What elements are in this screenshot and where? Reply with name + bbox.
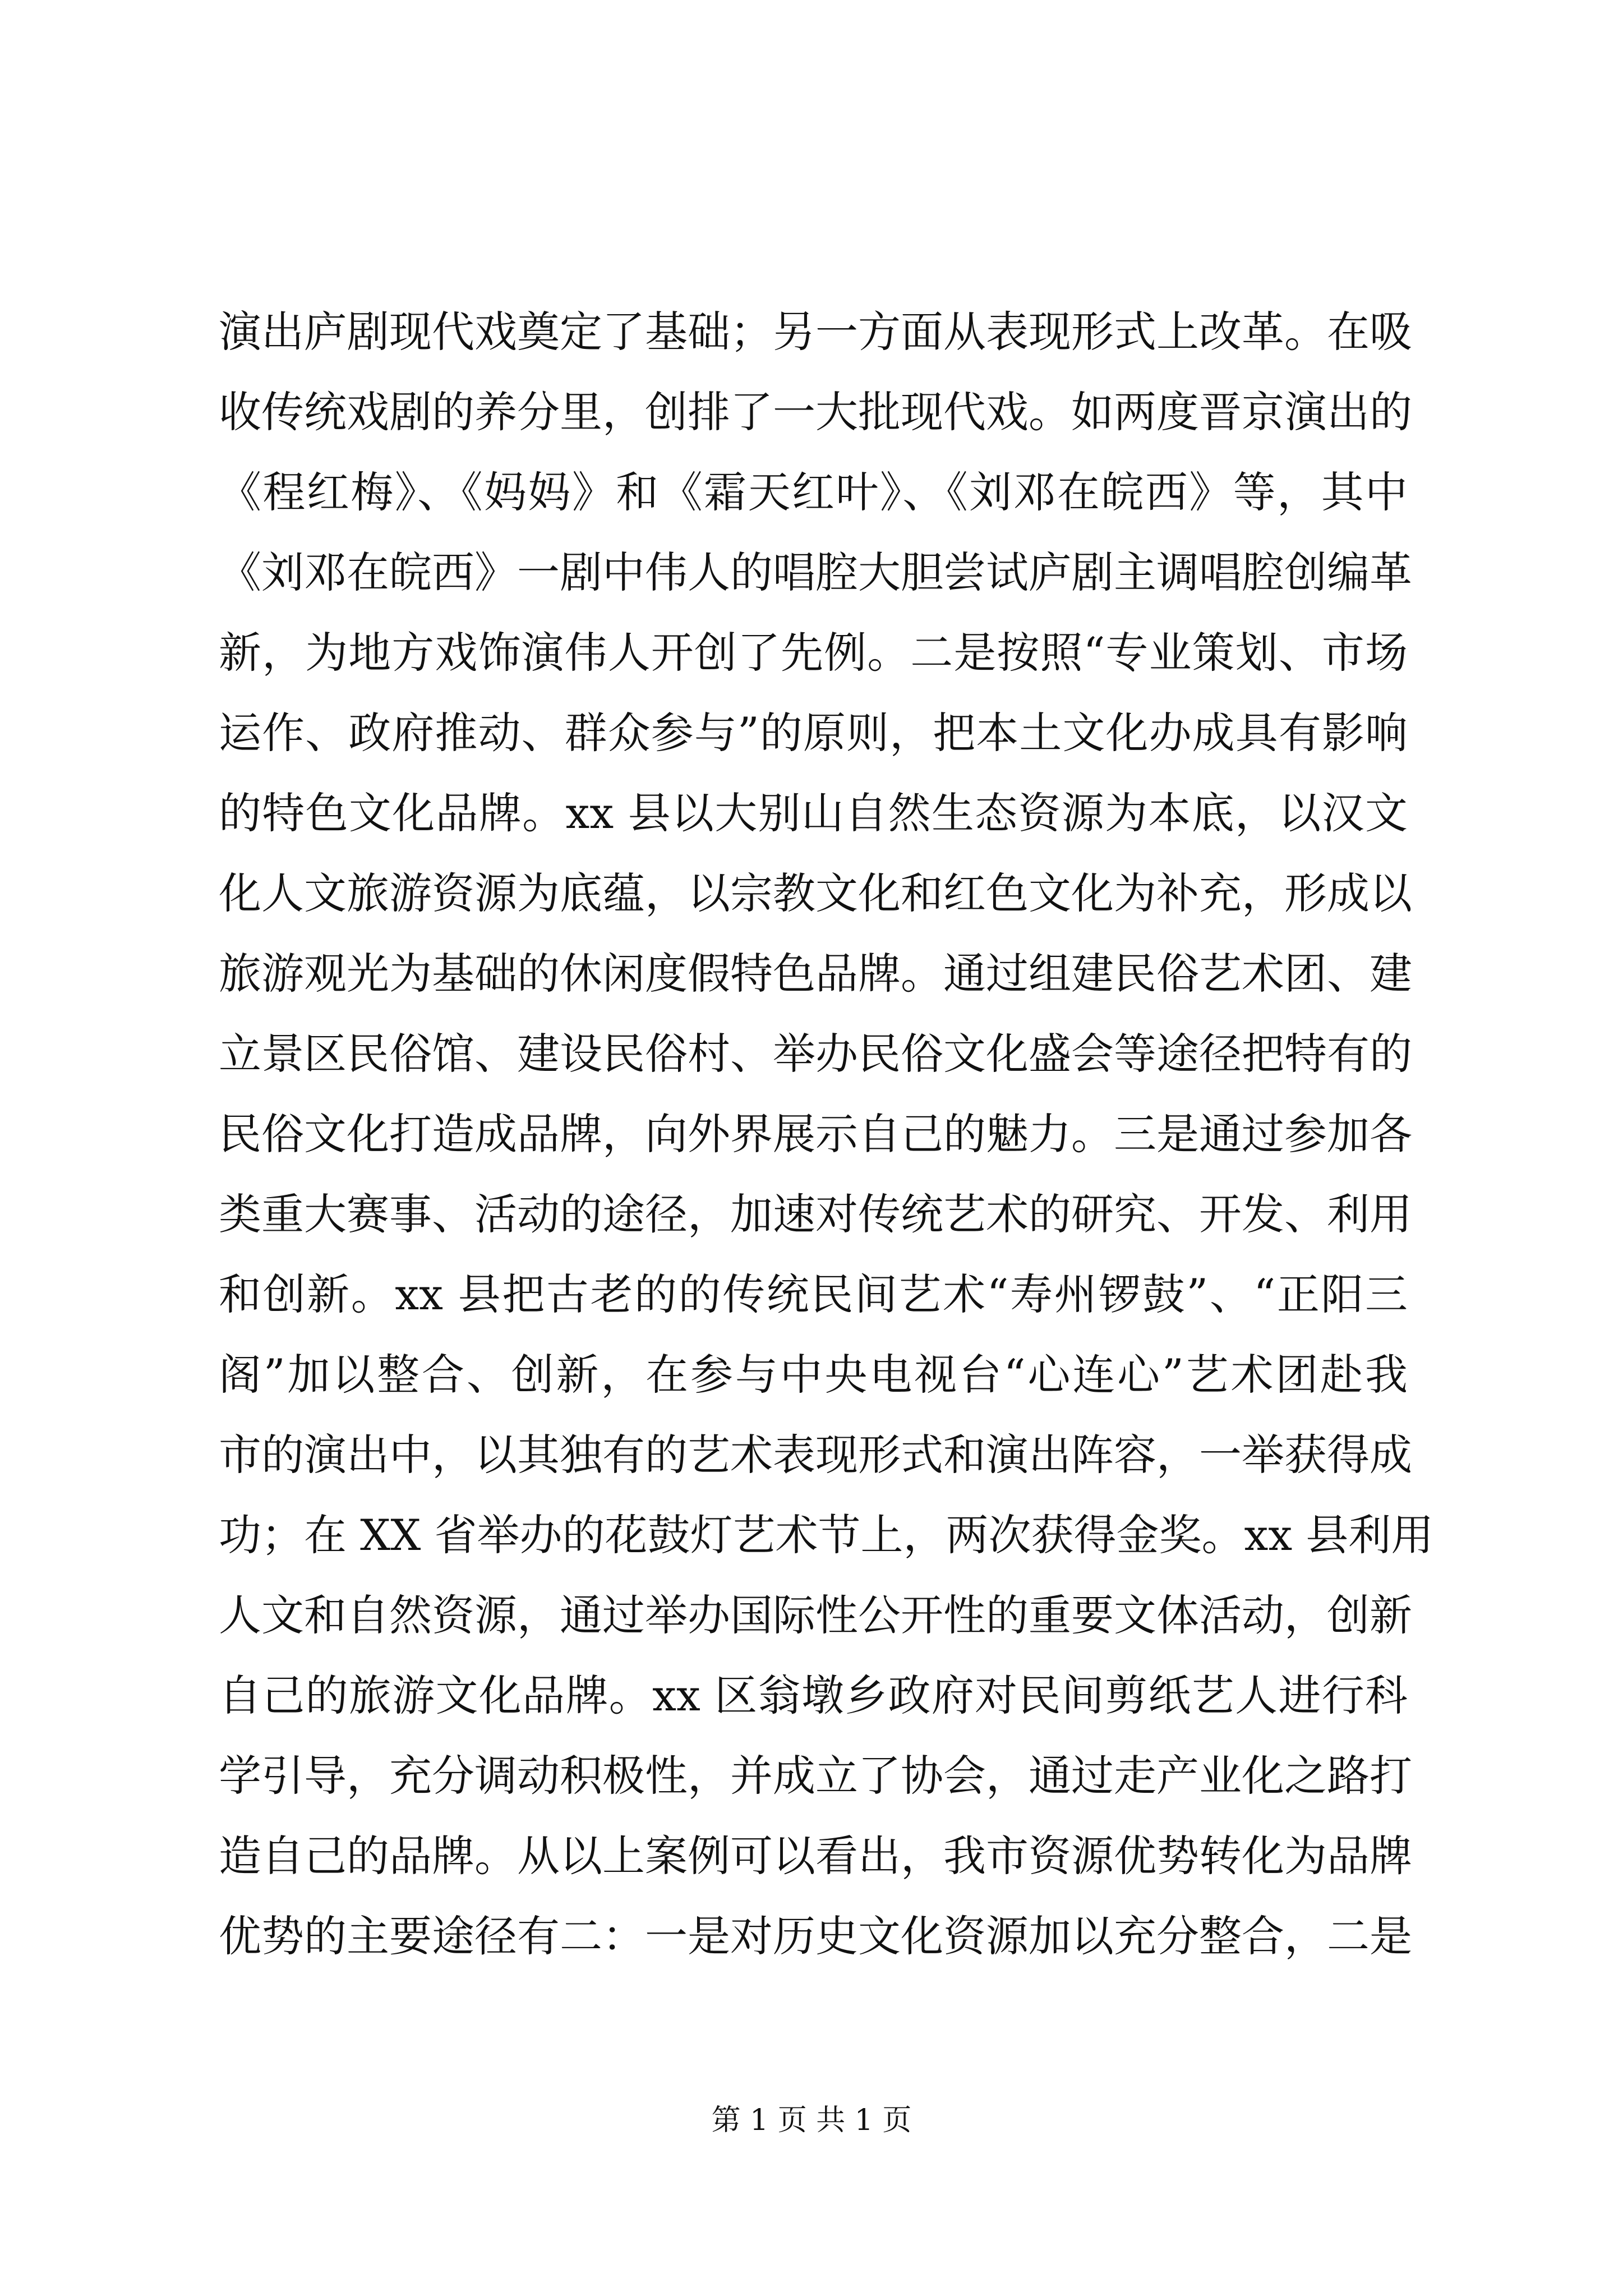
text-line: 功；在 XX 省举办的花鼓灯艺术节上，两次获得金奖。xx 县利用 (219, 1510, 1434, 1560)
text-line: 的特色文化品牌。xx 县以大别山自然生态资源为本底，以汉文 (219, 788, 1408, 838)
text-line: 收传统戏剧的养分里，创排了一大批现代戏。如两度晋京演出的 (219, 387, 1412, 437)
text-line: 造自己的品牌。从以上案例可以看出，我市资源优势转化为品牌 (219, 1831, 1412, 1881)
text-line: 《刘邓在皖西》一剧中伟人的唱腔大胆尝试庐剧主调唱腔创编革 (219, 547, 1412, 597)
text-line: 阁”加以整合、创新，在参与中央电视台“心连心”艺术团赴我 (219, 1350, 1408, 1400)
text-line: 演出庐剧现代戏奠定了基础；另一方面从表现形式上改革。在吸 (219, 307, 1412, 357)
text-line: 人文和自然资源，通过举办国际性公开性的重要文体活动，创新 (219, 1590, 1412, 1640)
text-line: 旅游观光为基础的休闲度假特色品牌。通过组建民俗艺术团、建 (219, 949, 1412, 999)
page-number-label: 第 1 页 共 1 页 (711, 2104, 912, 2137)
text-line: 和创新。xx 县把古老的的传统民间艺术“寿州锣鼓”、“正阳三 (219, 1269, 1408, 1319)
text-line: 优势的主要途径有二：一是对历史文化资源加以充分整合，二是 (219, 1911, 1412, 1961)
text-line: 自己的旅游文化品牌。xx 区翁墩乡政府对民间剪纸艺人进行科 (219, 1671, 1408, 1720)
text-line: 民俗文化打造成品牌，向外界展示自己的魅力。三是通过参加各 (219, 1109, 1412, 1159)
body-text (219, 292, 1434, 1976)
text-line: 新，为地方戏饰演伟人开创了先例。二是按照“专业策划、市场 (219, 628, 1408, 678)
text-line: 市的演出中，以其独有的艺术表现形式和演出阵容，一举获得成 (219, 1430, 1412, 1480)
text-line: 化人文旅游资源为底蕴，以宗教文化和红色文化为补充，形成以 (219, 868, 1412, 918)
text-line: 立景区民俗馆、建设民俗村、举办民俗文化盛会等途径把特有的 (219, 1029, 1412, 1079)
text-line: 学引导，充分调动积极性，并成立了协会，通过走产业化之路打 (219, 1751, 1412, 1801)
text-line: 运作、政府推动、群众参与”的原则，把本土文化办成具有影响 (219, 708, 1408, 758)
text-line: 《程红梅》、《妈妈》和《霜天红叶》、《刘邓在皖西》等，其中 (219, 467, 1408, 517)
text-line: 类重大赛事、活动的途径，加速对传统艺术的研究、开发、利用 (219, 1189, 1412, 1239)
page-footer (0, 2101, 1623, 2140)
